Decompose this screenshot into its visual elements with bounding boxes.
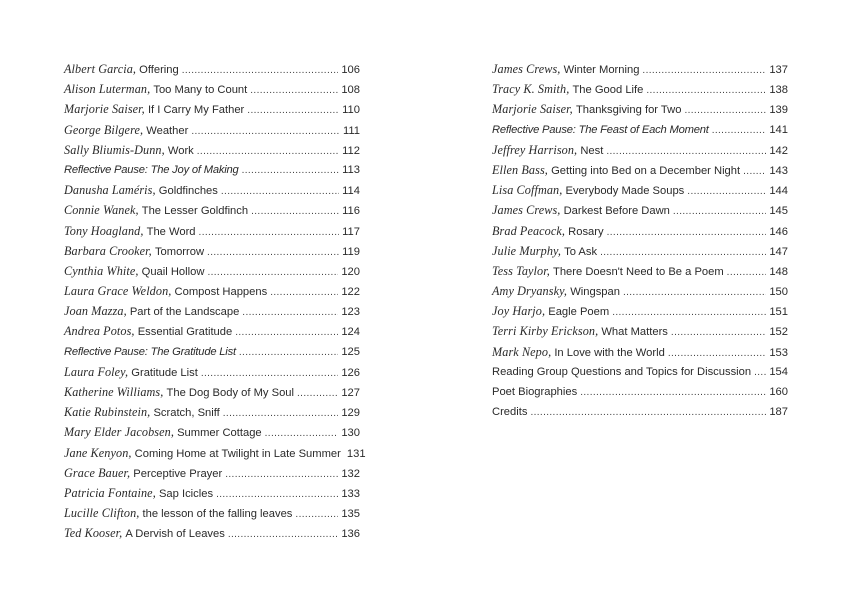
toc-title: Gratitude List xyxy=(131,366,198,379)
toc-author: Danusha Laméris, xyxy=(64,183,156,198)
dot-leader xyxy=(607,223,767,243)
dot-leader xyxy=(250,81,338,101)
toc-entry xyxy=(64,120,360,140)
toc-author: Connie Wanek, xyxy=(64,203,139,218)
toc-title: Offering xyxy=(139,64,179,76)
toc-page-number: 114 xyxy=(342,185,360,198)
dot-leader xyxy=(270,283,338,303)
toc-author: Joan Mazza, xyxy=(64,304,127,319)
toc-page-number: 122 xyxy=(341,286,360,299)
dot-leader xyxy=(225,465,338,485)
toc-title: Thanksgiving for Two xyxy=(575,104,682,117)
toc-page-number: 106 xyxy=(341,64,360,76)
dot-leader xyxy=(216,485,338,505)
toc-page-number: 151 xyxy=(769,306,788,319)
dot-leader xyxy=(199,223,340,243)
toc-title: Eagle Poem xyxy=(548,306,610,319)
toc-entry xyxy=(64,59,360,79)
toc-page-number: 144 xyxy=(769,185,788,198)
toc-entry xyxy=(64,422,360,442)
toc-author: Tess Taylor, xyxy=(492,263,550,278)
toc-author: Albert Garcia, xyxy=(64,62,137,76)
toc-entry xyxy=(64,241,360,261)
toc-title: Credits xyxy=(492,406,528,419)
toc-author: Mark Nepo, xyxy=(492,344,552,359)
dot-leader xyxy=(623,283,766,303)
toc-title: Part of the Landscape xyxy=(129,306,240,319)
dot-leader xyxy=(235,323,338,343)
toc-page-number: 143 xyxy=(769,164,788,177)
toc-title: A Dervish of Leaves xyxy=(125,528,225,541)
toc-author: James Crews, xyxy=(492,203,561,218)
dot-leader xyxy=(606,142,766,162)
toc-page-number: 130 xyxy=(341,427,360,440)
toc-page-number: 112 xyxy=(342,144,360,157)
toc-page-number: 133 xyxy=(341,487,360,500)
toc-title: Getting into Bed on a December Night xyxy=(551,164,741,177)
toc-title: Reading Group Questions and Topics for Discussion xyxy=(492,365,752,378)
toc-page-number: 160 xyxy=(769,386,788,398)
toc-entry xyxy=(492,160,788,180)
toc-author: Sally Bliumis-Dunn, xyxy=(64,142,165,157)
dot-leader xyxy=(242,303,338,323)
toc-title: Darkest Before Dawn xyxy=(563,205,670,218)
dot-leader xyxy=(265,424,339,444)
dot-leader xyxy=(646,81,766,101)
toc-entry xyxy=(64,342,360,362)
left-page xyxy=(0,0,428,600)
toc-title: Reflective Pause: The Gratitude List xyxy=(64,345,236,358)
dot-leader xyxy=(297,384,338,404)
toc-entry xyxy=(64,301,360,321)
toc-title: Summer Cottage xyxy=(177,427,262,440)
toc-title: Wingspan xyxy=(570,286,620,299)
toc-page-number: 138 xyxy=(769,84,788,97)
toc-entry xyxy=(64,200,360,220)
dot-leader xyxy=(251,202,339,222)
dot-leader xyxy=(727,263,767,283)
toc-entry xyxy=(64,160,360,180)
toc-page-number: 123 xyxy=(341,306,360,319)
dot-leader xyxy=(197,142,339,162)
toc-title: Weather xyxy=(146,124,189,137)
dot-leader xyxy=(712,121,767,141)
toc-page-number: 187 xyxy=(769,406,788,419)
dot-leader xyxy=(580,383,766,403)
toc-title: To Ask xyxy=(564,245,598,258)
dot-leader xyxy=(228,525,339,545)
toc-title: Too Many to Count xyxy=(153,84,248,97)
toc-page-number: 152 xyxy=(769,326,788,339)
toc-page-number: 139 xyxy=(769,104,788,117)
toc-page-number: 110 xyxy=(342,104,360,117)
toc-author: Laura Grace Weldon, xyxy=(64,284,172,299)
toc-title: Sap Icicles xyxy=(158,487,214,500)
toc-title: If I Carry My Father xyxy=(147,104,245,117)
toc-title: Scratch, Sniff xyxy=(153,407,220,420)
toc-page-number: 147 xyxy=(769,245,788,258)
toc-entry xyxy=(64,503,360,523)
dot-leader xyxy=(673,202,766,222)
toc-entry xyxy=(492,321,788,341)
right-page xyxy=(429,0,857,600)
toc-page-number: 141 xyxy=(769,123,788,136)
toc-page-number: 153 xyxy=(769,346,788,359)
toc-entry xyxy=(64,402,360,422)
toc-title: Perceptive Prayer xyxy=(133,467,223,480)
toc-author: Jeffrey Harrison, xyxy=(492,142,578,157)
dot-leader xyxy=(191,122,340,142)
toc-entry xyxy=(492,59,788,79)
toc-title: Poet Biographies xyxy=(492,386,578,398)
dot-leader xyxy=(182,61,339,81)
dot-leader xyxy=(295,505,338,525)
dot-leader xyxy=(612,303,766,323)
toc-page-number: 137 xyxy=(769,64,788,76)
toc-page-number: 113 xyxy=(342,163,360,176)
toc-entry xyxy=(64,382,360,402)
toc-entry xyxy=(492,79,788,99)
toc-author: Patricia Fontaine, xyxy=(64,485,156,500)
dot-leader xyxy=(223,404,339,424)
dot-leader xyxy=(239,343,338,363)
dot-leader xyxy=(221,182,339,202)
toc-title: What Matters xyxy=(601,326,668,339)
dot-leader xyxy=(201,364,339,384)
toc-author: Mary Elder Jacobsen, xyxy=(64,425,174,440)
toc-entry xyxy=(64,483,360,503)
toc-page-number: 146 xyxy=(769,225,788,238)
toc-author: Marjorie Saiser, xyxy=(64,102,145,117)
toc-author: George Bilgere, xyxy=(64,122,144,137)
toc-author: Laura Foley, xyxy=(64,364,129,379)
toc-title: Rosary xyxy=(568,225,604,238)
toc-author: Jane Kenyon, xyxy=(64,445,132,460)
toc-title: In Love with the World xyxy=(554,346,665,359)
toc-author: Joy Harjo, xyxy=(492,304,546,319)
toc-entry xyxy=(492,99,788,119)
toc-page-number: 127 xyxy=(341,387,360,399)
dot-leader xyxy=(242,161,340,181)
dot-leader xyxy=(754,363,766,383)
toc-author: Brad Peacock, xyxy=(492,223,566,238)
toc-title: Reflective Pause: The Joy of Making xyxy=(64,163,239,176)
toc-title: The Lesser Goldfinch xyxy=(141,205,249,218)
toc-page-number: 120 xyxy=(341,265,360,278)
toc-title: Essential Gratitude xyxy=(137,326,233,339)
dot-leader xyxy=(207,263,338,283)
toc-title: The Dog Body of My Soul xyxy=(166,387,294,399)
toc-page-number: 108 xyxy=(341,84,360,97)
dot-leader xyxy=(207,243,339,263)
toc-page-number: 111 xyxy=(342,124,360,137)
toc-entry xyxy=(492,200,788,220)
toc-author: Barbara Crooker, xyxy=(64,243,152,258)
toc-page-number: 145 xyxy=(769,205,788,218)
dot-leader xyxy=(642,61,766,81)
toc-author: Terri Kirby Erickson, xyxy=(492,324,599,339)
toc-entry xyxy=(64,221,360,241)
toc-page-number: 148 xyxy=(769,265,788,278)
toc-author: Ellen Bass, xyxy=(492,162,548,177)
toc-page-number: 131 xyxy=(346,447,366,460)
toc-entry xyxy=(64,463,360,483)
toc-page-number: 154 xyxy=(769,365,788,378)
toc-entry xyxy=(492,281,788,301)
toc-entry xyxy=(64,362,360,382)
toc-entry xyxy=(64,99,360,119)
toc-page-number: 150 xyxy=(769,286,788,299)
toc-entry xyxy=(492,241,788,261)
toc-entry xyxy=(64,523,360,543)
dot-leader xyxy=(668,344,767,364)
toc-entry xyxy=(492,180,788,200)
toc-page-number: 132 xyxy=(341,467,360,480)
toc-entry xyxy=(492,301,788,321)
toc-author: James Crews, xyxy=(492,62,561,76)
toc-author: Tony Hoagland, xyxy=(64,223,144,238)
toc-entry xyxy=(492,342,788,362)
toc-title: There Doesn't Need to Be a Poem xyxy=(553,265,724,278)
toc-author: Marjorie Saiser, xyxy=(492,102,573,117)
toc-author: Katie Rubinstein, xyxy=(64,405,151,420)
table-of-contents-right xyxy=(492,59,788,422)
toc-page-number: 124 xyxy=(341,326,360,339)
toc-author: Katherine Williams, xyxy=(64,385,164,399)
dot-leader xyxy=(743,162,766,182)
toc-page-number: 129 xyxy=(341,407,360,420)
dot-leader xyxy=(671,323,766,343)
dot-leader xyxy=(530,403,766,423)
toc-title: the lesson of the falling leaves xyxy=(142,508,293,521)
toc-entry xyxy=(64,443,366,463)
toc-title: Compost Happens xyxy=(174,286,268,299)
toc-title: Goldfinches xyxy=(158,185,218,198)
toc-entry xyxy=(64,140,360,160)
toc-page-number: 135 xyxy=(341,508,360,521)
toc-entry xyxy=(64,321,360,341)
toc-author: Tracy K. Smith, xyxy=(492,82,570,97)
toc-page-number: 126 xyxy=(341,366,360,379)
toc-author: Cynthia White, xyxy=(64,263,139,278)
toc-entry xyxy=(492,382,788,402)
toc-entry xyxy=(64,180,360,200)
toc-title: Winter Morning xyxy=(563,64,640,76)
toc-author: Lucille Clifton, xyxy=(64,506,140,521)
toc-title: The Word xyxy=(146,225,196,238)
toc-entry xyxy=(492,402,788,422)
dot-leader xyxy=(600,243,766,263)
toc-title: Nest xyxy=(580,144,604,157)
toc-title: Everybody Made Soups xyxy=(565,185,685,198)
toc-page-number: 136 xyxy=(341,528,360,541)
toc-author: Andrea Potos, xyxy=(64,324,135,339)
toc-title: Tomorrow xyxy=(154,245,205,258)
toc-author: Lisa Coffman, xyxy=(492,183,563,198)
toc-page-number: 116 xyxy=(342,205,360,218)
toc-author: Julie Murphy, xyxy=(492,243,561,258)
toc-author: Ted Kooser, xyxy=(64,526,123,541)
toc-title: Quail Hollow xyxy=(141,265,205,278)
toc-entry xyxy=(64,79,360,99)
toc-title: Work xyxy=(167,144,194,157)
toc-title: Reflective Pause: The Feast of Each Moment xyxy=(492,123,709,136)
toc-entry xyxy=(64,261,360,281)
toc-page-number: 119 xyxy=(342,245,360,258)
toc-entry xyxy=(492,120,788,140)
toc-author: Amy Dryansky, xyxy=(492,284,568,299)
toc-page-number: 125 xyxy=(341,345,360,358)
toc-title: Coming Home at Twilight in Late Summer xyxy=(134,447,341,460)
toc-page-number: 142 xyxy=(769,144,788,157)
toc-entry xyxy=(492,221,788,241)
toc-entry xyxy=(64,281,360,301)
dot-leader xyxy=(684,101,766,121)
dot-leader xyxy=(687,182,766,202)
toc-entry xyxy=(492,140,788,160)
toc-entry xyxy=(492,261,788,281)
toc-page-number: 117 xyxy=(342,225,360,238)
toc-author: Grace Bauer, xyxy=(64,465,131,480)
toc-title: The Good Life xyxy=(572,84,644,97)
toc-author: Alison Luterman, xyxy=(64,82,151,97)
table-of-contents-left xyxy=(64,59,366,544)
toc-entry xyxy=(492,362,788,382)
dot-leader xyxy=(247,101,339,121)
